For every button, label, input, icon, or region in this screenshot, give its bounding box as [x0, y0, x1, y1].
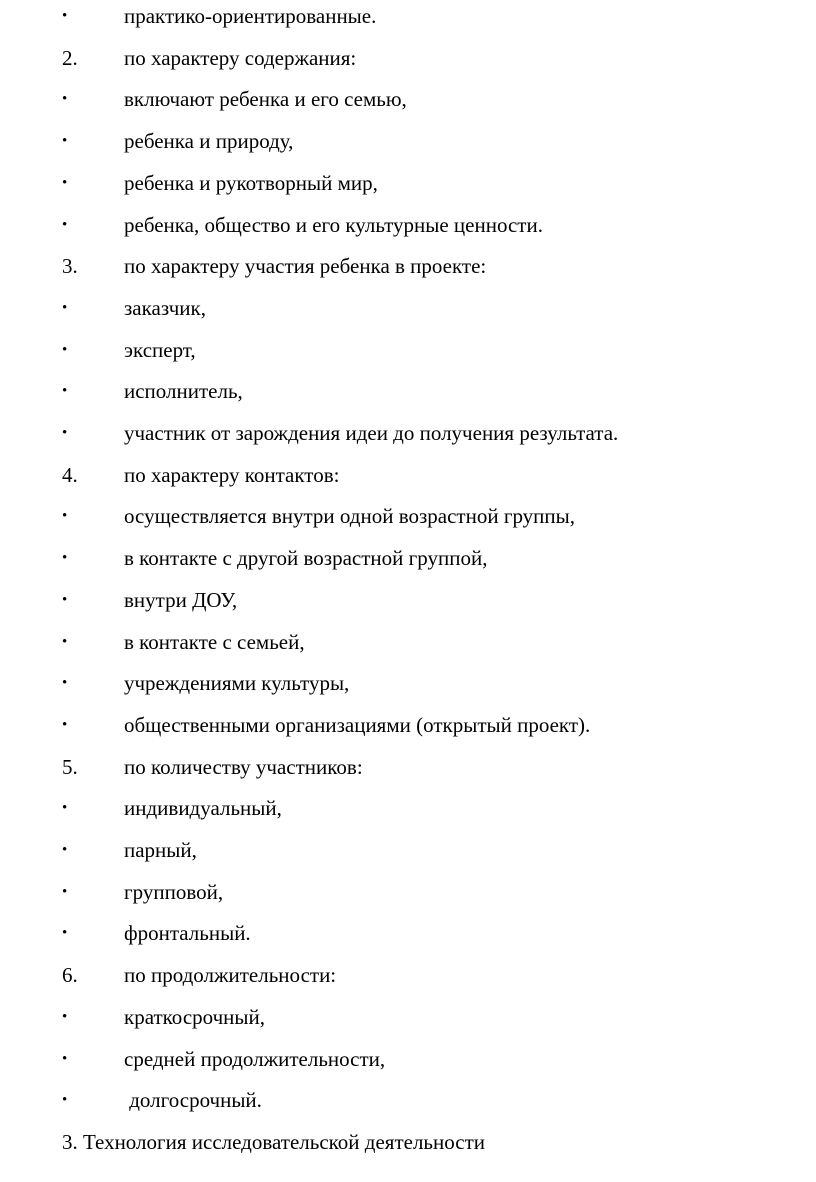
list-item	[0, 543, 816, 573]
list-item	[0, 84, 816, 114]
number-marker: 4.	[62, 462, 78, 487]
bullet-marker: •	[62, 216, 68, 233]
bullet-marker: •	[62, 842, 68, 858]
list-item	[0, 210, 816, 240]
bullet-marker: •	[62, 675, 68, 692]
list-item-text: групповой,	[124, 879, 224, 904]
bullet-marker: •	[62, 383, 68, 400]
bullet-marker: •	[62, 341, 68, 358]
section-heading-text: 3. Технология исследовательской деятельности	[62, 1129, 485, 1154]
list-item	[0, 418, 816, 448]
bullet-marker: •	[62, 1050, 68, 1067]
bullet-marker: •	[62, 633, 68, 650]
number-marker: 3.	[62, 254, 78, 279]
bullet-marker: •	[62, 8, 68, 24]
list-item	[0, 627, 816, 657]
bullet-marker: •	[62, 425, 68, 441]
list-item-text: по характеру контактов:	[124, 462, 340, 487]
list-item-text: участник от зарождения идеи до получения результата.	[124, 421, 619, 445]
bullet-marker: •	[62, 883, 68, 900]
list-item-text: учреждениями культуры,	[124, 671, 350, 696]
list-item-text: по продолжительности:	[124, 963, 337, 988]
section-heading	[0, 1127, 816, 1157]
numbered-item	[0, 960, 816, 990]
list-item	[0, 793, 816, 823]
list-item-text: по характеру содержания:	[124, 45, 357, 70]
list-item	[0, 1002, 816, 1032]
list-item	[0, 1044, 816, 1074]
list-item	[0, 918, 816, 948]
list-item-text: осуществляется внутри одной возрастной группы,	[124, 504, 576, 529]
numbered-item	[0, 251, 816, 281]
list-item-text: исполнитель,	[124, 379, 243, 404]
list-item	[0, 293, 816, 323]
list-item	[0, 668, 816, 698]
bullet-marker: •	[62, 1092, 68, 1109]
bullet-marker: •	[62, 91, 68, 108]
bullet-marker: •	[62, 925, 68, 942]
list-item-text: включают ребенка и его семью,	[124, 87, 407, 112]
list-item-text: парный,	[124, 838, 197, 862]
number-marker: 6.	[62, 963, 78, 988]
list-item	[0, 168, 816, 198]
list-item-text: практико-ориентированные.	[124, 4, 377, 28]
list-item-text: ребенка и природу,	[124, 129, 294, 154]
list-item-text: фронтальный.	[124, 921, 251, 946]
list-item-text: ребенка и рукотворный мир,	[124, 170, 378, 195]
bullet-marker: •	[62, 800, 68, 817]
bullet-marker: •	[62, 716, 68, 733]
list-item	[0, 501, 816, 531]
numbered-item	[0, 752, 816, 782]
list-item	[0, 1085, 816, 1115]
list-item	[0, 710, 816, 740]
bullet-marker: •	[62, 133, 68, 150]
number-marker: 5.	[62, 754, 78, 779]
list-item-text: долгосрочный.	[124, 1088, 262, 1113]
numbered-item	[0, 43, 816, 73]
list-item-text: по количеству участников:	[124, 754, 363, 779]
list-item	[0, 585, 816, 615]
bullet-marker: •	[62, 591, 68, 608]
number-marker: 2.	[62, 45, 78, 70]
list-item-text: в контакте с другой возрастной группой,	[124, 546, 488, 571]
list-item	[0, 126, 816, 156]
list-item-text: ребенка, общество и его культурные ценности.	[124, 212, 543, 237]
list-item-text: краткосрочный,	[124, 1004, 265, 1029]
list-item-text: индивидуальный,	[124, 796, 282, 821]
list-item-text: в контакте с семьей,	[124, 629, 305, 654]
list-item-text: внутри ДОУ,	[124, 587, 238, 612]
list-item-text: заказчик,	[124, 295, 206, 320]
list-item-text: по характеру участия ребенка в проекте:	[124, 254, 487, 279]
list-item-text: средней продолжительности,	[124, 1046, 386, 1071]
numbered-item	[0, 460, 816, 490]
list-item-text: общественными организациями (открытый проект).	[124, 712, 591, 737]
bullet-marker: •	[62, 299, 68, 316]
list-item	[0, 376, 816, 406]
bullet-marker: •	[62, 550, 68, 567]
list-item	[0, 1, 816, 31]
bullet-marker: •	[62, 508, 68, 525]
list-item	[0, 335, 816, 365]
list-item-text: эксперт,	[124, 337, 196, 362]
list-item	[0, 877, 816, 907]
bullet-marker: •	[62, 174, 68, 191]
bullet-marker: •	[62, 1008, 68, 1025]
list-item	[0, 835, 816, 865]
